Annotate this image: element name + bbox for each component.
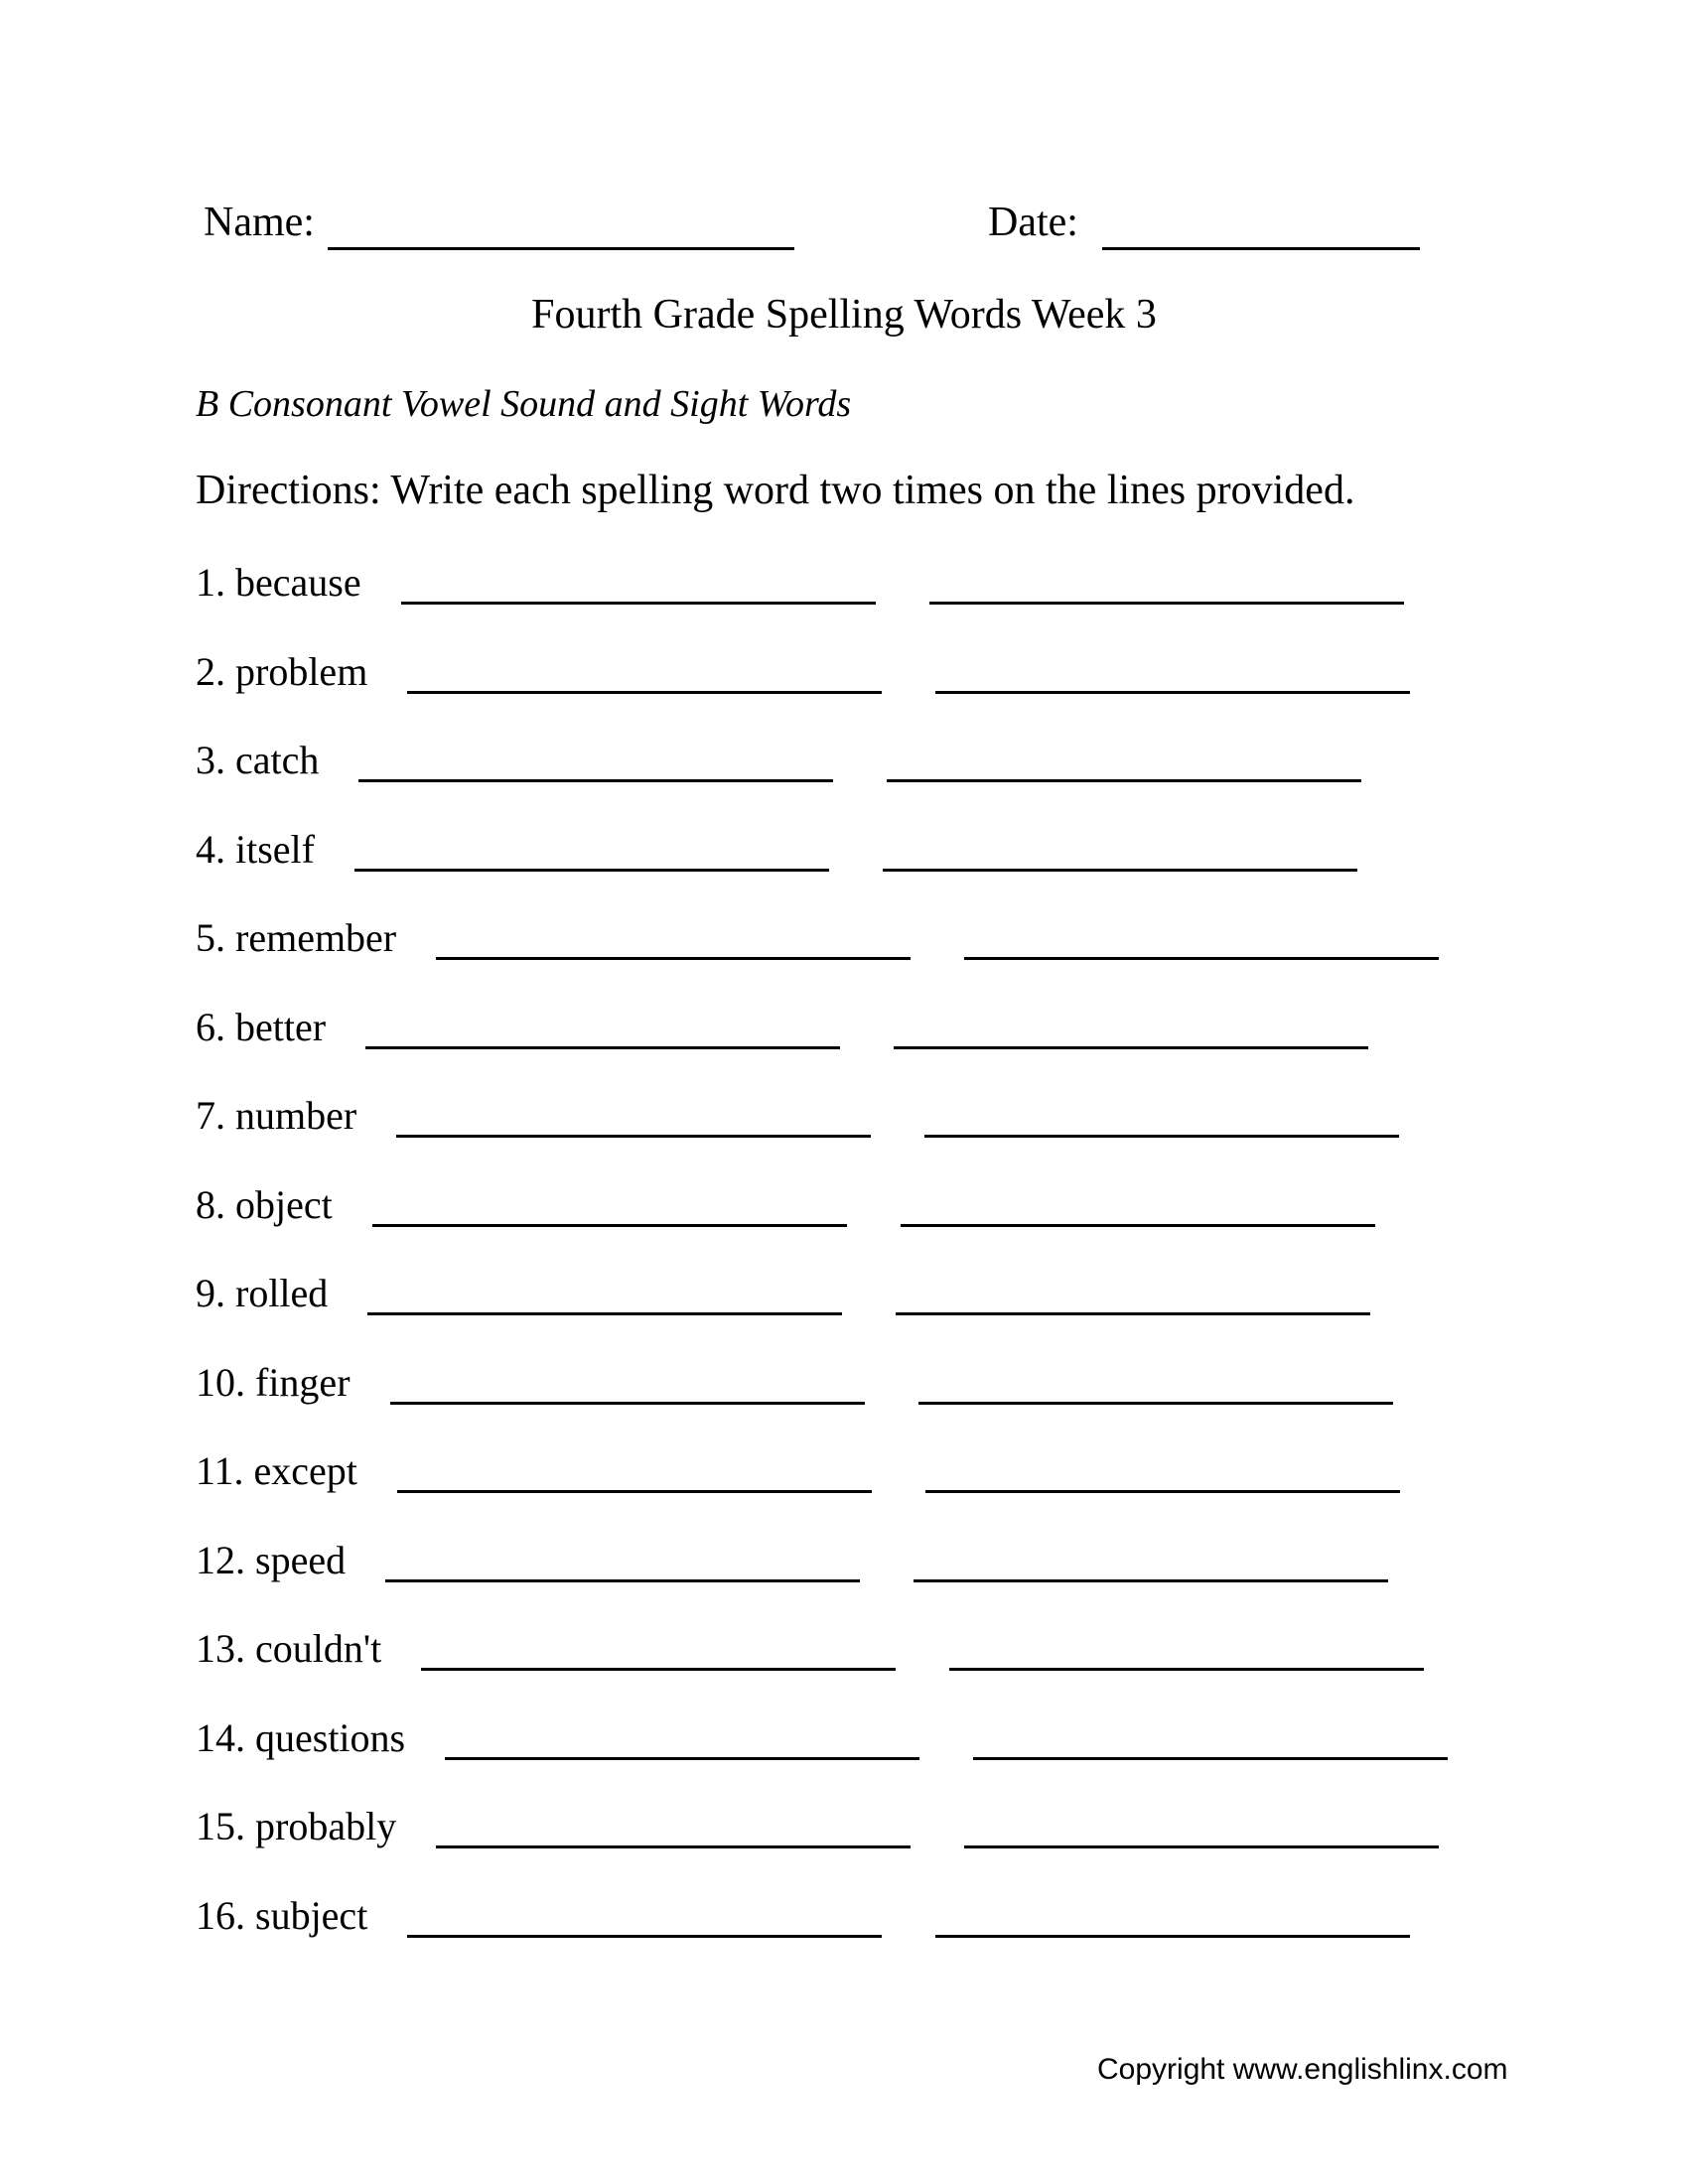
write-line-1 [358, 779, 833, 782]
date-blank-line [1102, 247, 1420, 250]
write-line-1 [354, 869, 829, 872]
spelling-word-label: 9. rolled [196, 1271, 329, 1315]
write-line-2 [925, 1490, 1400, 1493]
spelling-word-label: 1. because [196, 560, 361, 605]
spelling-word-label: 7. number [196, 1093, 357, 1138]
spelling-word-label: 16. subject [196, 1892, 368, 1938]
spelling-word-label: 3. catch [196, 738, 320, 782]
write-line-1 [445, 1757, 919, 1760]
worksheet-subtitle: B Consonant Vowel Sound and Sight Words [196, 383, 852, 425]
name-label: Name: [204, 200, 315, 245]
write-line-1 [407, 1935, 882, 1938]
write-line-2 [935, 1935, 1410, 1938]
spelling-word-row [196, 914, 1439, 962]
write-line-1 [436, 1845, 911, 1848]
directions-text: Directions: Write each spelling word two times on the lines provided. [196, 468, 1355, 513]
write-line-2 [918, 1402, 1393, 1405]
write-line-2 [935, 691, 1410, 694]
write-line-1 [407, 691, 882, 694]
write-line-1 [401, 602, 876, 605]
write-line-2 [924, 1135, 1399, 1138]
spelling-word-label: 2. problem [196, 648, 368, 694]
spelling-word-label: 11. except [196, 1448, 357, 1493]
write-line-2 [896, 1312, 1370, 1315]
spelling-word-row [196, 1447, 1400, 1495]
write-line-1 [365, 1046, 840, 1049]
spelling-word-label: 10. finger [196, 1359, 351, 1405]
date-label: Date: [988, 200, 1078, 245]
write-line-2 [929, 602, 1404, 605]
write-line-2 [894, 1046, 1368, 1049]
spelling-word-row [196, 1892, 1410, 1940]
write-line-2 [883, 869, 1357, 872]
spelling-word-row [196, 1803, 1439, 1850]
spelling-word-row [196, 1092, 1399, 1140]
write-line-1 [367, 1312, 842, 1315]
copyright-text: Copyright www.englishlinx.com [1097, 2053, 1508, 2086]
write-line-2 [973, 1757, 1448, 1760]
write-line-1 [372, 1224, 847, 1227]
spelling-word-row [196, 1181, 1375, 1229]
write-line-2 [964, 957, 1439, 960]
write-line-2 [901, 1224, 1375, 1227]
spelling-word-row [196, 1004, 1368, 1051]
worksheet-title: Fourth Grade Spelling Words Week 3 [531, 292, 1157, 338]
write-line-1 [396, 1135, 871, 1138]
spelling-word-label: 15. probably [196, 1804, 397, 1848]
write-line-2 [964, 1845, 1439, 1848]
spelling-word-label: 14. questions [196, 1714, 406, 1760]
spelling-word-row [196, 648, 1410, 696]
spelling-word-row [196, 1359, 1393, 1407]
name-blank-line [328, 247, 794, 250]
write-line-1 [421, 1668, 896, 1671]
spelling-word-row [196, 826, 1357, 874]
write-line-1 [436, 957, 911, 960]
spelling-word-row [196, 1625, 1424, 1673]
spelling-word-label: 12. speed [196, 1537, 347, 1582]
spelling-word-label: 8. object [196, 1181, 333, 1227]
spelling-word-row [196, 1537, 1388, 1584]
spelling-word-row [196, 737, 1361, 784]
spelling-word-label: 5. remember [196, 915, 397, 960]
spelling-word-row [196, 1270, 1370, 1317]
spelling-word-label: 13. couldn't [196, 1626, 382, 1671]
spelling-word-label: 4. itself [196, 826, 315, 872]
write-line-1 [385, 1579, 860, 1582]
write-line-1 [390, 1402, 865, 1405]
write-line-1 [397, 1490, 872, 1493]
spelling-word-label: 6. better [196, 1004, 327, 1049]
spelling-word-row [196, 1714, 1448, 1762]
spelling-word-row [196, 559, 1404, 607]
write-line-2 [949, 1668, 1424, 1671]
write-line-2 [914, 1579, 1388, 1582]
write-line-2 [887, 779, 1361, 782]
